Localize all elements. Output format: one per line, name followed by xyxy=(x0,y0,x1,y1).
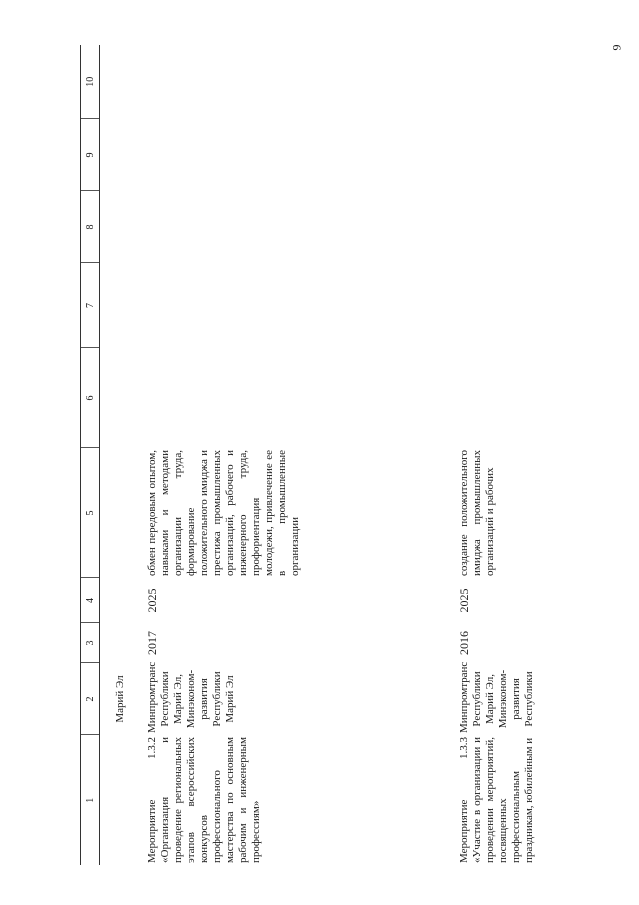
column-header-5: 5 xyxy=(81,448,100,578)
table-row xyxy=(456,45,588,865)
continuation-executor: Марий Эл xyxy=(114,675,126,723)
column-header-1: 1 xyxy=(81,735,100,865)
result-cell: обмен передовым опытом, навыками и методами организации труда, формирование положительного имиджа и престижа промышленных организаций, рабочего и инженерного труда, профориентация молодежи, привлечение ее в промышленные организации xyxy=(146,450,301,576)
column-header-6: 6 xyxy=(81,348,100,448)
col10-cell xyxy=(144,45,456,119)
program-measures-table xyxy=(80,45,588,865)
col9-cell xyxy=(456,119,588,191)
rotated-table-sheet xyxy=(80,45,630,865)
column-header-4: 4 xyxy=(81,578,100,623)
result-cell: создание положительного имиджа промышленных организаций и рабочих xyxy=(458,450,496,576)
col6-cell xyxy=(144,348,456,448)
column-header-7: 7 xyxy=(81,263,100,348)
col7-cell xyxy=(144,263,456,348)
measure-cell: Мероприятие 1.3.2 «Организация и проведение региональных этапов всероссийских конкурсов профессионального мастерства по основным рабочим и инженерным профессиям» xyxy=(146,737,262,863)
header-row xyxy=(81,45,100,865)
column-header-9: 9 xyxy=(81,119,100,191)
executor-cell: Минпромтранс Республики Марий Эл, Минэконом-развития Республики Марий Эл xyxy=(146,661,236,733)
col9-cell xyxy=(144,119,456,191)
measure-cell: Мероприятие 1.3.3 «Участие в организации и проведении мероприятий, посвященных профессиональным праздникам, юбилейным и xyxy=(458,737,535,863)
start-year-cell: 2017 xyxy=(145,631,159,655)
end-year-cell: 2025 xyxy=(145,588,159,613)
continuation-row xyxy=(100,45,145,865)
executor-cell: Минпромтранс Республики Марий Эл, Минэконом-развития Республики xyxy=(458,661,535,733)
col8-cell xyxy=(144,191,456,263)
column-header-2: 2 xyxy=(81,663,100,735)
col8-cell xyxy=(456,191,588,263)
column-header-8: 8 xyxy=(81,191,100,263)
col10-cell xyxy=(456,45,588,119)
col6-cell xyxy=(456,348,588,448)
column-header-3: 3 xyxy=(81,623,100,663)
table-row xyxy=(144,45,456,865)
end-year-cell: 2025 xyxy=(457,588,471,613)
col7-cell xyxy=(456,263,588,348)
page-number: 9 xyxy=(609,44,624,51)
start-year-cell: 2016 xyxy=(457,631,471,655)
column-header-10: 10 xyxy=(81,45,100,119)
